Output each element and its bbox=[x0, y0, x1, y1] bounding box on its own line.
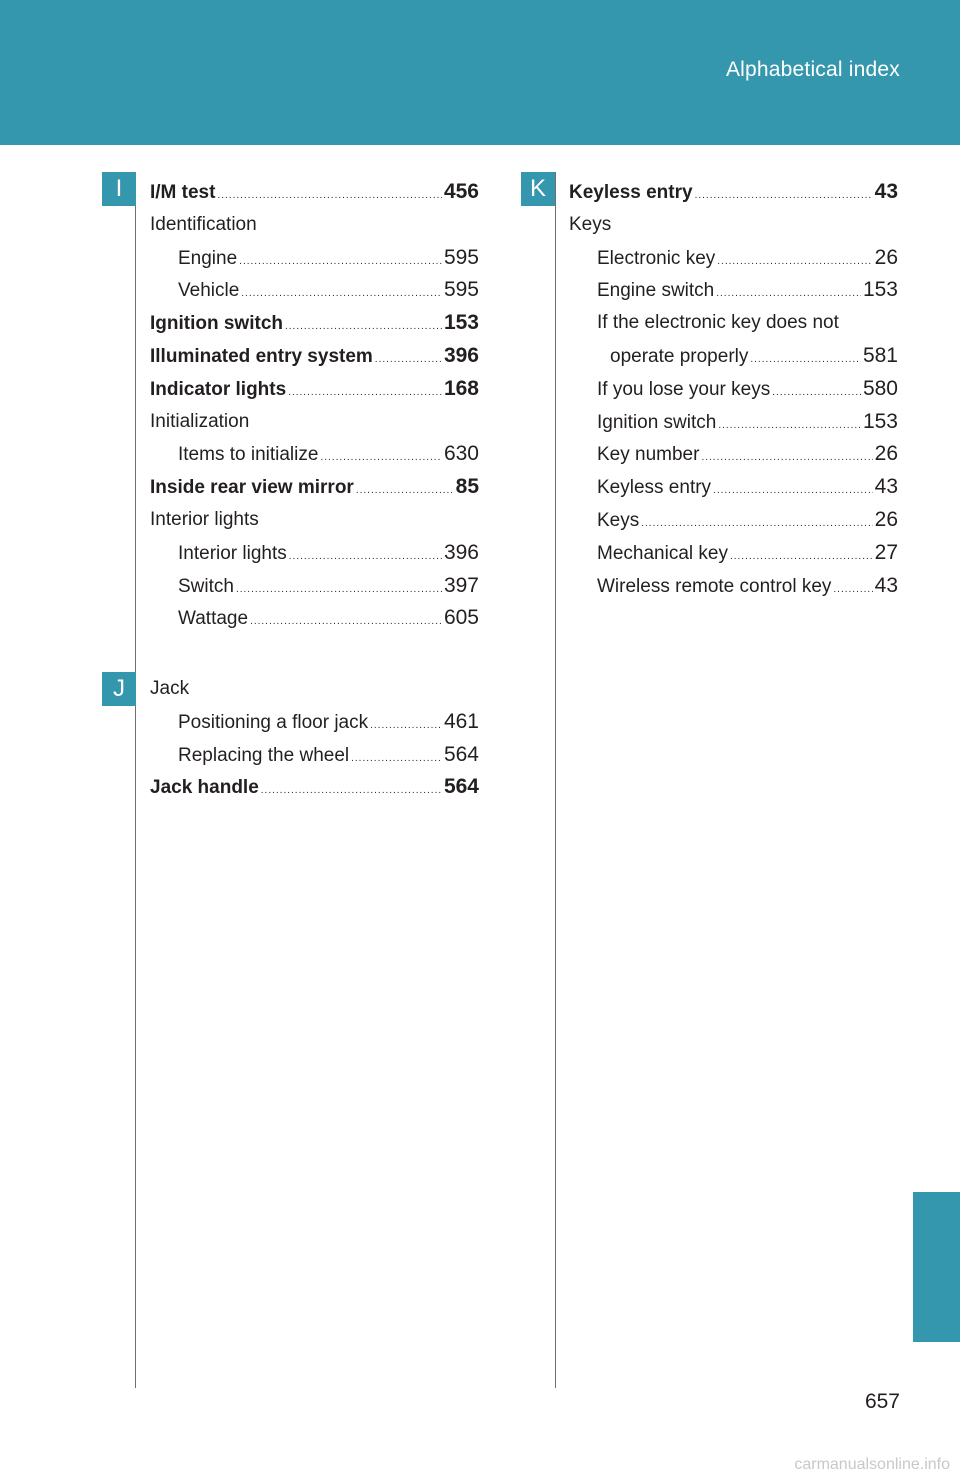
column-rule-left bbox=[135, 172, 136, 1388]
section-letter-k: K bbox=[521, 172, 555, 206]
index-entry: Initialization bbox=[150, 410, 250, 432]
index-section-k bbox=[569, 176, 898, 602]
index-subentry[interactable]: Ignition switch ..... 153 bbox=[569, 406, 898, 439]
index-subentry[interactable]: Switch ..... 397 bbox=[150, 570, 479, 603]
section-letter-j: J bbox=[102, 672, 136, 706]
index-subentry: If the electronic key does not bbox=[597, 312, 839, 334]
index-entry[interactable]: Keyless entry ..... 43 bbox=[569, 176, 898, 209]
index-entry[interactable]: Illuminated entry system ..... 396 bbox=[150, 340, 479, 373]
index-subentry[interactable]: Electronic key ..... 26 bbox=[569, 242, 898, 275]
index-subentry[interactable]: Keyless entry ..... 43 bbox=[569, 471, 898, 504]
index-entry: Interior lights bbox=[150, 508, 259, 530]
index-subentry[interactable]: Keys ..... 26 bbox=[569, 504, 898, 537]
footer-watermark: carmanualsonline.info bbox=[794, 1456, 950, 1473]
index-entry[interactable]: I/M test ..... 456 bbox=[150, 176, 479, 209]
index-subentry-continued[interactable]: operate properly ..... 581 bbox=[569, 340, 898, 373]
column-rule-right bbox=[555, 172, 556, 1388]
index-subentry[interactable]: Wireless remote control key ..... 43 bbox=[569, 570, 898, 603]
index-subentry[interactable]: Engine ..... 595 bbox=[150, 242, 479, 275]
index-entry[interactable]: Inside rear view mirror ..... 85 bbox=[150, 471, 479, 504]
index-subentry[interactable]: Wattage ..... 605 bbox=[150, 602, 479, 635]
section-letter-i: I bbox=[102, 172, 136, 206]
index-entry[interactable]: Indicator lights ..... 168 bbox=[150, 373, 479, 406]
index-subentry[interactable]: If you lose your keys ..... 580 bbox=[569, 373, 898, 406]
header-title: Alphabetical index bbox=[725, 58, 900, 81]
index-section-i bbox=[150, 176, 479, 635]
page-number: 657 bbox=[864, 1390, 900, 1413]
page-header bbox=[0, 0, 960, 145]
index-entry[interactable]: Jack handle ..... 564 bbox=[150, 771, 479, 804]
index-entry: Identification bbox=[150, 213, 257, 235]
index-entry: Jack bbox=[150, 678, 190, 699]
index-entry[interactable]: Ignition switch ..... 153 bbox=[150, 307, 479, 340]
index-subentry[interactable]: Engine switch ..... 153 bbox=[569, 274, 898, 307]
index-subentry[interactable]: Replacing the wheel ..... 564 bbox=[150, 739, 479, 772]
index-subentry[interactable]: Key number ..... 26 bbox=[569, 438, 898, 471]
index-subentry[interactable]: Items to initialize ..... 630 bbox=[150, 438, 479, 471]
index-subentry[interactable]: Vehicle ..... 595 bbox=[150, 274, 479, 307]
index-entry: Keys bbox=[569, 213, 612, 235]
index-section-j bbox=[150, 673, 479, 804]
index-subentry[interactable]: Mechanical key ..... 27 bbox=[569, 537, 898, 570]
index-subentry[interactable]: Interior lights ..... 396 bbox=[150, 537, 479, 570]
index-subentry[interactable]: Positioning a floor jack ..... 461 bbox=[150, 706, 479, 739]
chapter-side-tab bbox=[913, 1192, 960, 1342]
